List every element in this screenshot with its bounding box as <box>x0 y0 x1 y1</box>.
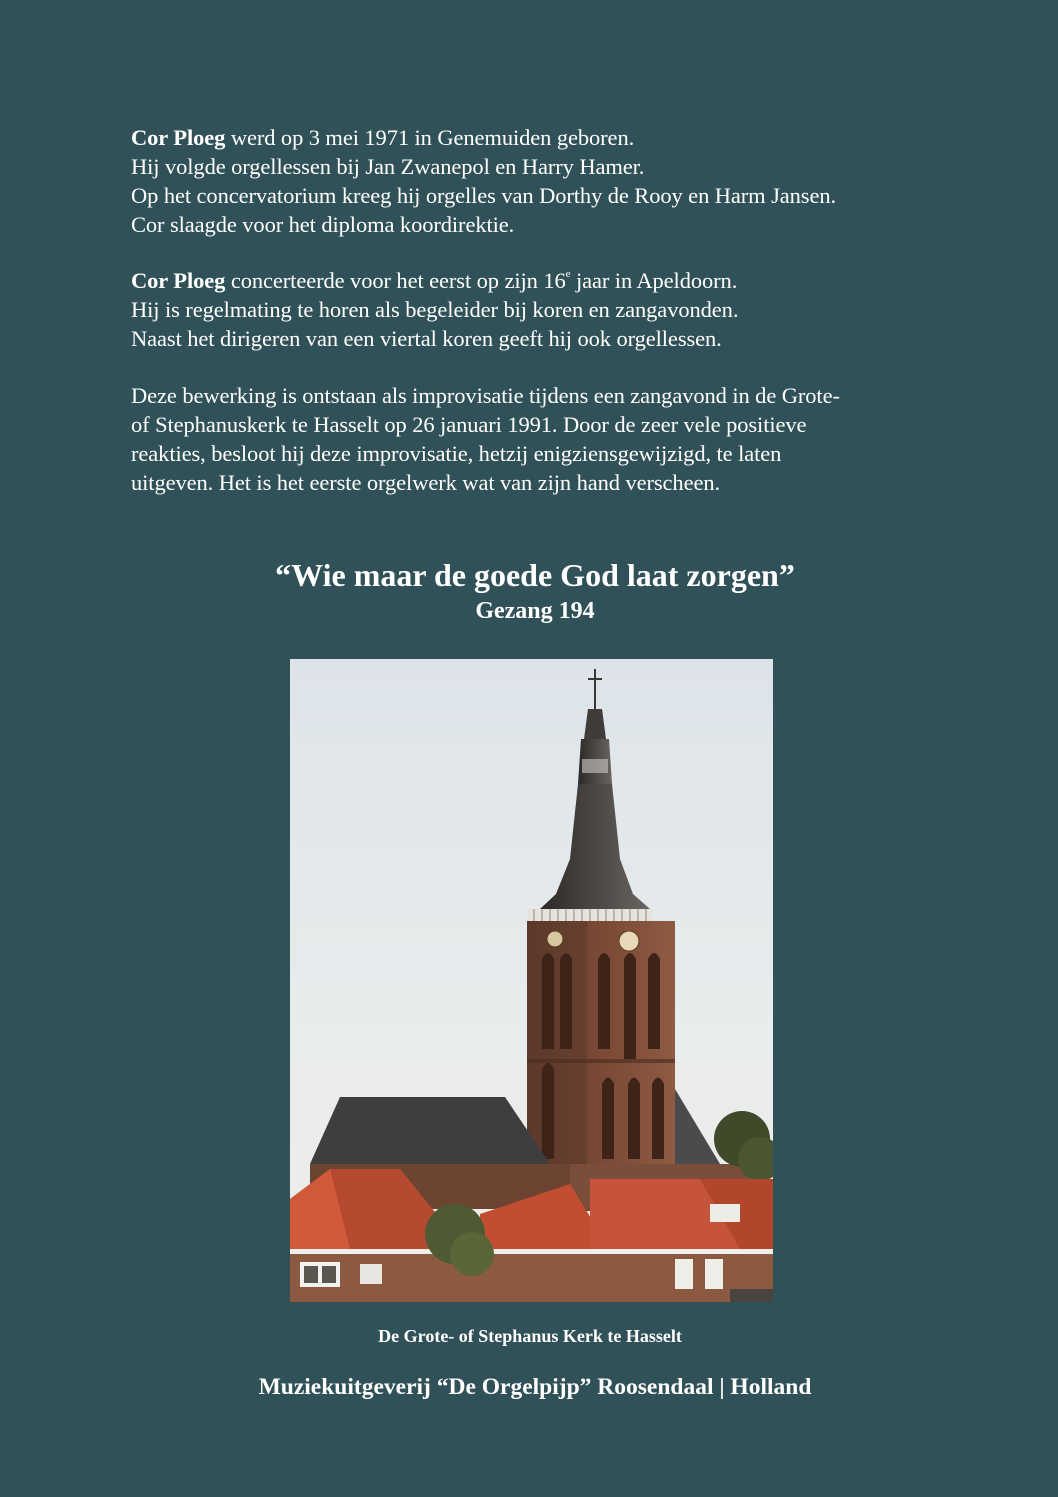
composer-name: Cor Ploeg <box>131 125 226 150</box>
para3-line-4: uitgeven. Het is het eerste orgelwerk wat van zijn hand verscheen. <box>131 470 721 495</box>
ordinal-superscript: e <box>565 267 571 280</box>
para1-line-2: Hij volgde orgellessen bij Jan Zwanepol en Harry Hamer. <box>131 154 645 179</box>
para2-line-1 <box>131 266 931 295</box>
para1-line-1 <box>131 123 931 152</box>
composer-name: Cor Ploeg <box>131 268 226 293</box>
para3-line-3: reakties, besloot hij deze improvisatie, hetzij enigziensgewijzigd, te laten <box>131 441 782 466</box>
para2-line-3: Naast het dirigeren van een viertal koren geeft hij ook orgellessen. <box>131 326 722 351</box>
para2-line-2: Hij is regelmating te horen als begeleider bij koren en zangavonden. <box>131 297 739 322</box>
photo-caption: De Grote- of Stephanus Kerk te Hasselt <box>378 1326 682 1346</box>
para3-line-1: Deze bewerking is ontstaan als improvisatie tijdens een zangavond in de Grote- <box>131 383 840 408</box>
biography-paragraph-1 <box>131 123 931 239</box>
publisher-line: Muziekuitgeverij “De Orgelpijp” Roosendaal | Holland <box>258 1374 812 1400</box>
church-illustration <box>290 659 773 1302</box>
para3-line-2: of Stephanuskerk te Hasselt op 26 januari 1991. Door de zeer vele positieve <box>131 412 807 437</box>
para2-line-1-text-a: concerteerde voor het eerst op zijn 16 <box>225 268 566 293</box>
para1-line-1-text: werd op 3 mei 1971 in Genemuiden geboren. <box>225 125 635 150</box>
church-photo <box>290 659 773 1302</box>
para2-line-1-text-b: jaar in Apeldoorn. <box>570 268 738 293</box>
hymn-number: Gezang 194 <box>475 598 595 624</box>
para1-line-4: Cor slaagde voor het diploma koordirektie. <box>131 212 515 237</box>
para1-line-3: Op het concervatorium kreeg hij orgelles van Dorthy de Rooy en Harm Jansen. <box>131 183 837 208</box>
biography-paragraph-2 <box>131 266 931 353</box>
work-description-paragraph <box>131 381 931 497</box>
hymn-title: “Wie maar de goede God laat zorgen” <box>275 557 795 593</box>
